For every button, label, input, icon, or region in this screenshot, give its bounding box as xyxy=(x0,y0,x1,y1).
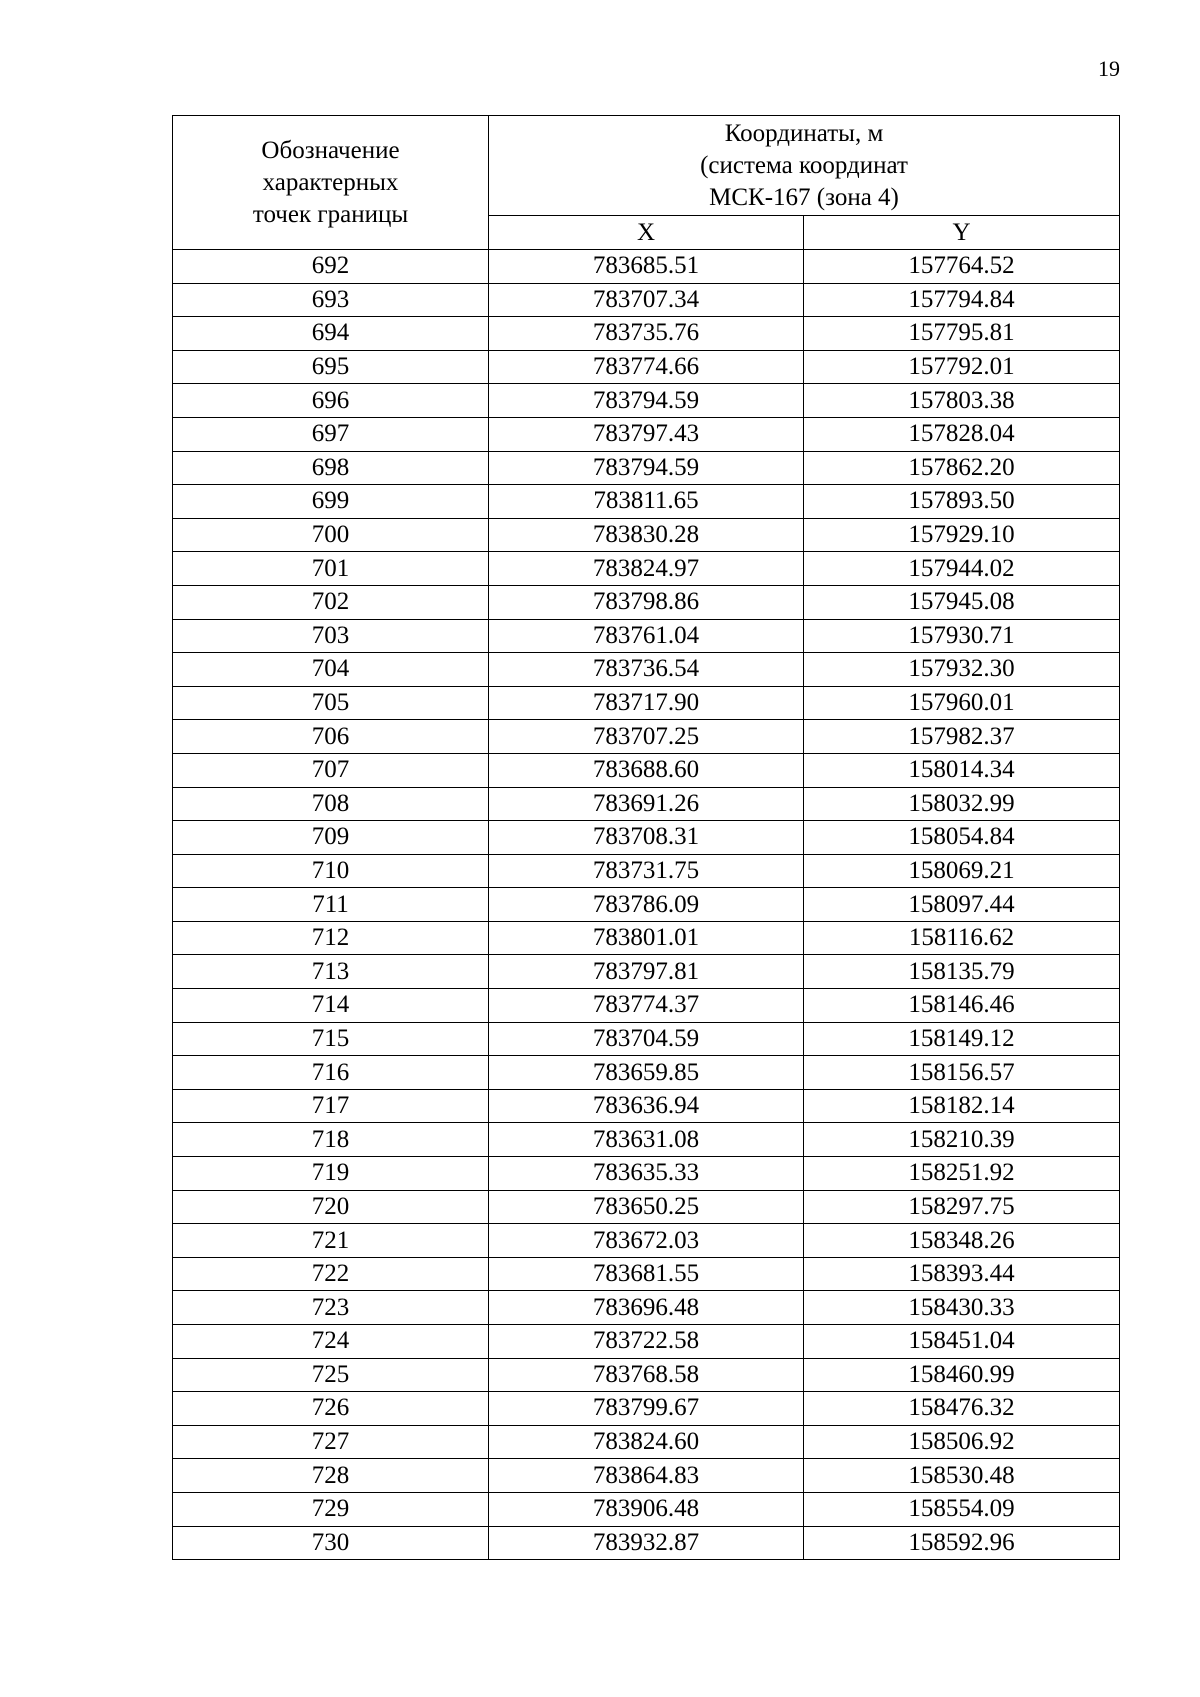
point-id-cell: 725 xyxy=(173,1358,489,1392)
y-coordinate-cell: 158348.26 xyxy=(804,1224,1120,1258)
point-id-cell: 700 xyxy=(173,518,489,552)
y-coordinate-cell: 158460.99 xyxy=(804,1358,1120,1392)
table-row xyxy=(173,787,1120,821)
x-coordinate-cell: 783631.08 xyxy=(489,1123,804,1157)
table-body xyxy=(173,250,1120,1560)
table-row xyxy=(173,1459,1120,1493)
x-column-header: X xyxy=(489,216,804,250)
x-coordinate-cell: 783696.48 xyxy=(489,1291,804,1325)
table-row xyxy=(173,1358,1120,1392)
table-row xyxy=(173,1056,1120,1090)
table-row xyxy=(173,518,1120,552)
x-coordinate-cell: 783801.01 xyxy=(489,921,804,955)
point-id-cell: 724 xyxy=(173,1325,489,1359)
point-id-cell: 704 xyxy=(173,653,489,687)
x-coordinate-cell: 783797.43 xyxy=(489,417,804,451)
y-column-header: Y xyxy=(804,216,1120,250)
coordinates-header-line: МСК-167 (зона 4) xyxy=(709,183,899,211)
point-id-cell: 708 xyxy=(173,787,489,821)
table-row xyxy=(173,821,1120,855)
x-coordinate-cell: 783707.25 xyxy=(489,720,804,754)
designation-header-line: точек границы xyxy=(252,200,409,228)
point-id-cell: 694 xyxy=(173,317,489,351)
x-coordinate-cell: 783774.37 xyxy=(489,989,804,1023)
x-coordinate-cell: 783717.90 xyxy=(489,686,804,720)
table-row xyxy=(173,989,1120,1023)
point-id-cell: 730 xyxy=(173,1526,489,1560)
table-row xyxy=(173,1123,1120,1157)
point-id-cell: 706 xyxy=(173,720,489,754)
coordinates-header-line: Координаты, м xyxy=(724,119,884,147)
y-coordinate-cell: 157862.20 xyxy=(804,451,1120,485)
point-id-cell: 728 xyxy=(173,1459,489,1493)
x-coordinate-cell: 783798.86 xyxy=(489,585,804,619)
x-coordinate-cell: 783708.31 xyxy=(489,821,804,855)
x-coordinate-cell: 783830.28 xyxy=(489,518,804,552)
y-coordinate-cell: 157945.08 xyxy=(804,585,1120,619)
designation-header-line: характерных xyxy=(262,168,399,196)
y-coordinate-cell: 158116.62 xyxy=(804,921,1120,955)
table-row xyxy=(173,250,1120,284)
table-row xyxy=(173,1392,1120,1426)
point-id-cell: 727 xyxy=(173,1425,489,1459)
table-row xyxy=(173,451,1120,485)
x-coordinate-cell: 783794.59 xyxy=(489,451,804,485)
y-coordinate-cell: 158554.09 xyxy=(804,1492,1120,1526)
x-coordinate-cell: 783707.34 xyxy=(489,283,804,317)
table-row xyxy=(173,1257,1120,1291)
point-id-cell: 720 xyxy=(173,1190,489,1224)
point-id-cell: 712 xyxy=(173,921,489,955)
point-id-cell: 719 xyxy=(173,1157,489,1191)
table-row xyxy=(173,921,1120,955)
y-coordinate-cell: 158182.14 xyxy=(804,1089,1120,1123)
point-id-cell: 698 xyxy=(173,451,489,485)
point-id-cell: 707 xyxy=(173,753,489,787)
table-row xyxy=(173,1089,1120,1123)
table-row xyxy=(173,686,1120,720)
table-row xyxy=(173,854,1120,888)
table-row xyxy=(173,1190,1120,1224)
y-coordinate-cell: 157803.38 xyxy=(804,384,1120,418)
x-coordinate-cell: 783681.55 xyxy=(489,1257,804,1291)
table-row xyxy=(173,1325,1120,1359)
table-row xyxy=(173,417,1120,451)
y-coordinate-cell: 158297.75 xyxy=(804,1190,1120,1224)
table-row xyxy=(173,283,1120,317)
point-id-cell: 699 xyxy=(173,485,489,519)
x-coordinate-cell: 783906.48 xyxy=(489,1492,804,1526)
point-id-cell: 705 xyxy=(173,686,489,720)
y-coordinate-cell: 158451.04 xyxy=(804,1325,1120,1359)
x-coordinate-cell: 783768.58 xyxy=(489,1358,804,1392)
x-coordinate-cell: 783688.60 xyxy=(489,753,804,787)
y-coordinate-cell: 158069.21 xyxy=(804,854,1120,888)
table-row xyxy=(173,1291,1120,1325)
x-coordinate-cell: 783774.66 xyxy=(489,350,804,384)
point-id-cell: 710 xyxy=(173,854,489,888)
table-row xyxy=(173,955,1120,989)
x-coordinate-cell: 783635.33 xyxy=(489,1157,804,1191)
designation-header xyxy=(173,116,489,250)
table-row xyxy=(173,619,1120,653)
point-id-cell: 697 xyxy=(173,417,489,451)
x-coordinate-cell: 783691.26 xyxy=(489,787,804,821)
point-id-cell: 693 xyxy=(173,283,489,317)
point-id-cell: 702 xyxy=(173,585,489,619)
y-coordinate-cell: 158149.12 xyxy=(804,1022,1120,1056)
x-coordinate-cell: 783797.81 xyxy=(489,955,804,989)
table-row xyxy=(173,1526,1120,1560)
designation-header-line: Обозначение xyxy=(261,136,400,164)
point-id-cell: 703 xyxy=(173,619,489,653)
table-row xyxy=(173,585,1120,619)
x-coordinate-cell: 783704.59 xyxy=(489,1022,804,1056)
y-coordinate-cell: 157982.37 xyxy=(804,720,1120,754)
y-coordinate-cell: 157929.10 xyxy=(804,518,1120,552)
point-id-cell: 709 xyxy=(173,821,489,855)
x-coordinate-cell: 783932.87 xyxy=(489,1526,804,1560)
y-coordinate-cell: 157932.30 xyxy=(804,653,1120,687)
x-coordinate-cell: 783650.25 xyxy=(489,1190,804,1224)
y-coordinate-cell: 157944.02 xyxy=(804,552,1120,586)
point-id-cell: 713 xyxy=(173,955,489,989)
x-coordinate-cell: 783636.94 xyxy=(489,1089,804,1123)
y-coordinate-cell: 158506.92 xyxy=(804,1425,1120,1459)
page-number: 19 xyxy=(1098,56,1120,81)
y-coordinate-cell: 158210.39 xyxy=(804,1123,1120,1157)
x-coordinate-cell: 783761.04 xyxy=(489,619,804,653)
table-row xyxy=(173,1224,1120,1258)
table-row xyxy=(173,552,1120,586)
y-coordinate-cell: 157930.71 xyxy=(804,619,1120,653)
y-coordinate-cell: 158476.32 xyxy=(804,1392,1120,1426)
y-coordinate-cell: 157795.81 xyxy=(804,317,1120,351)
x-coordinate-cell: 783799.67 xyxy=(489,1392,804,1426)
table-row xyxy=(173,753,1120,787)
point-id-cell: 717 xyxy=(173,1089,489,1123)
point-id-cell: 722 xyxy=(173,1257,489,1291)
table-row xyxy=(173,1492,1120,1526)
y-coordinate-cell: 158592.96 xyxy=(804,1526,1120,1560)
y-coordinate-cell: 157960.01 xyxy=(804,686,1120,720)
y-coordinate-cell: 158032.99 xyxy=(804,787,1120,821)
x-coordinate-cell: 783824.97 xyxy=(489,552,804,586)
table-row xyxy=(173,1157,1120,1191)
coordinates-table xyxy=(172,115,1120,1560)
table-row xyxy=(173,350,1120,384)
y-coordinate-cell: 157893.50 xyxy=(804,485,1120,519)
y-coordinate-cell: 158251.92 xyxy=(804,1157,1120,1191)
y-coordinate-cell: 157794.84 xyxy=(804,283,1120,317)
table-row xyxy=(173,888,1120,922)
x-coordinate-cell: 783735.76 xyxy=(489,317,804,351)
table-row xyxy=(173,653,1120,687)
y-coordinate-cell: 157828.04 xyxy=(804,417,1120,451)
point-id-cell: 721 xyxy=(173,1224,489,1258)
y-coordinate-cell: 157792.01 xyxy=(804,350,1120,384)
x-coordinate-cell: 783731.75 xyxy=(489,854,804,888)
y-coordinate-cell: 158054.84 xyxy=(804,821,1120,855)
y-coordinate-cell: 158146.46 xyxy=(804,989,1120,1023)
point-id-cell: 726 xyxy=(173,1392,489,1426)
x-coordinate-cell: 783722.58 xyxy=(489,1325,804,1359)
y-coordinate-cell: 158530.48 xyxy=(804,1459,1120,1493)
y-coordinate-cell: 158430.33 xyxy=(804,1291,1120,1325)
x-coordinate-cell: 783736.54 xyxy=(489,653,804,687)
x-coordinate-cell: 783659.85 xyxy=(489,1056,804,1090)
point-id-cell: 695 xyxy=(173,350,489,384)
table-row xyxy=(173,1022,1120,1056)
y-coordinate-cell: 158156.57 xyxy=(804,1056,1120,1090)
point-id-cell: 692 xyxy=(173,250,489,284)
point-id-cell: 716 xyxy=(173,1056,489,1090)
coordinates-header xyxy=(489,116,1120,216)
point-id-cell: 714 xyxy=(173,989,489,1023)
x-coordinate-cell: 783811.65 xyxy=(489,485,804,519)
x-coordinate-cell: 783685.51 xyxy=(489,250,804,284)
y-coordinate-cell: 158135.79 xyxy=(804,955,1120,989)
point-id-cell: 723 xyxy=(173,1291,489,1325)
y-coordinate-cell: 158393.44 xyxy=(804,1257,1120,1291)
point-id-cell: 701 xyxy=(173,552,489,586)
coordinates-header-line: (система координат xyxy=(700,151,908,179)
x-coordinate-cell: 783786.09 xyxy=(489,888,804,922)
table-row xyxy=(173,384,1120,418)
table-row xyxy=(173,1425,1120,1459)
table-row xyxy=(173,720,1120,754)
table-header xyxy=(173,116,1120,250)
y-coordinate-cell: 157764.52 xyxy=(804,250,1120,284)
y-coordinate-cell: 158014.34 xyxy=(804,753,1120,787)
point-id-cell: 696 xyxy=(173,384,489,418)
table-row xyxy=(173,317,1120,351)
point-id-cell: 711 xyxy=(173,888,489,922)
point-id-cell: 729 xyxy=(173,1492,489,1526)
point-id-cell: 718 xyxy=(173,1123,489,1157)
x-coordinate-cell: 783672.03 xyxy=(489,1224,804,1258)
x-coordinate-cell: 783864.83 xyxy=(489,1459,804,1493)
x-coordinate-cell: 783794.59 xyxy=(489,384,804,418)
x-coordinate-cell: 783824.60 xyxy=(489,1425,804,1459)
point-id-cell: 715 xyxy=(173,1022,489,1056)
y-coordinate-cell: 158097.44 xyxy=(804,888,1120,922)
table-row xyxy=(173,485,1120,519)
